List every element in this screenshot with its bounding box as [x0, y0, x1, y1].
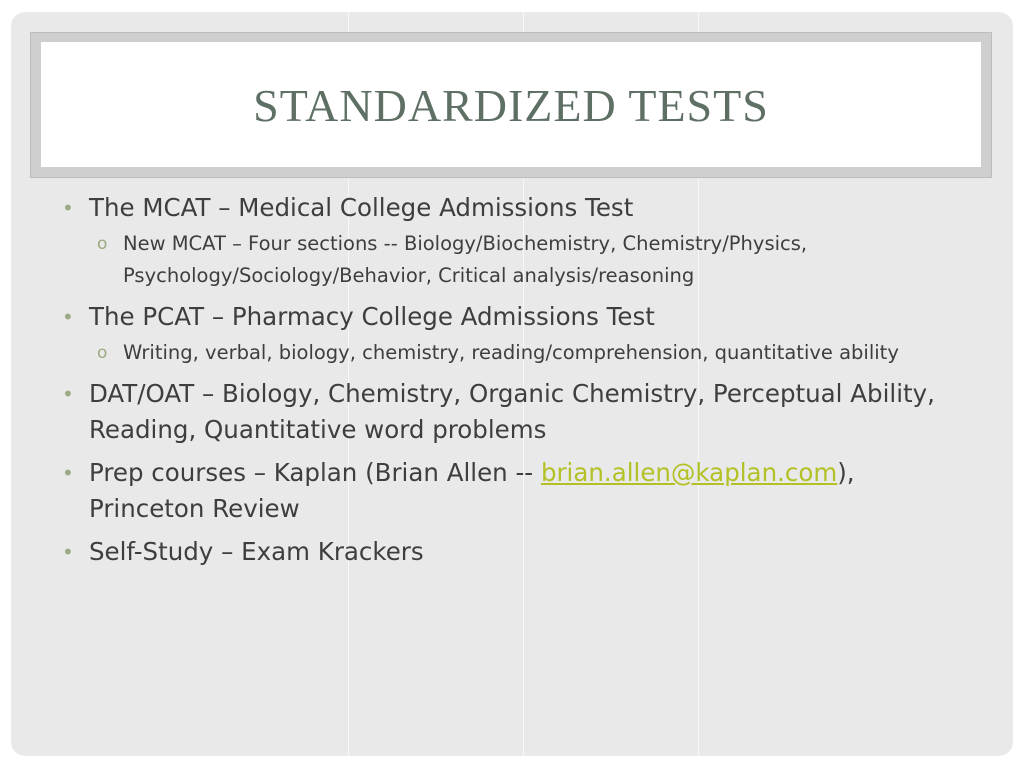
bullet-dot-icon: • [62, 540, 74, 564]
bullet-text: DAT/OAT – Biology, Chemistry, Organic Chemistry, Perceptual Ability, Reading, Quantitative word problems [89, 379, 935, 444]
bullet-text-before: Prep courses – Kaplan (Brian Allen -- [89, 458, 541, 487]
email-link[interactable]: brian.allen@kaplan.com [540, 458, 838, 487]
sub-bullet-text: New MCAT – Four sections -- Biology/Biochemistry, Chemistry/Physics, Psychology/Sociology/Behavior, Critical analysis/reasoning [123, 232, 808, 287]
sub-bullet-pcat [62, 337, 962, 369]
bullet-item-self-study [62, 534, 962, 570]
bullet-item-dat-oat [62, 376, 962, 448]
title-box [41, 42, 981, 167]
bullet-item-mcat [62, 190, 962, 226]
sub-bullet-circle-icon: o [97, 234, 108, 254]
bullet-dot-icon: • [62, 382, 74, 406]
bullet-dot-icon: • [62, 305, 74, 329]
bullet-list [62, 190, 962, 570]
title-frame [30, 32, 992, 178]
bullet-dot-icon: • [62, 196, 74, 220]
bullet-dot-icon: • [62, 461, 74, 485]
sub-bullet-text: Writing, verbal, biology, chemistry, reading/comprehension, quantitative ability [123, 341, 899, 364]
slide-title: STANDARDIZED TESTS [253, 80, 769, 131]
bullet-item-pcat [62, 299, 962, 335]
bullet-text: The PCAT – Pharmacy College Admissions Test [89, 302, 655, 331]
bullet-text: The MCAT – Medical College Admissions Test [89, 193, 634, 222]
bullet-text: Self-Study – Exam Krackers [89, 537, 424, 566]
sub-bullet-mcat [62, 228, 962, 292]
sub-bullet-circle-icon: o [97, 343, 108, 363]
bullet-text-after: ), Princeton Review [89, 458, 855, 523]
bullet-item-prep-courses [62, 455, 962, 527]
